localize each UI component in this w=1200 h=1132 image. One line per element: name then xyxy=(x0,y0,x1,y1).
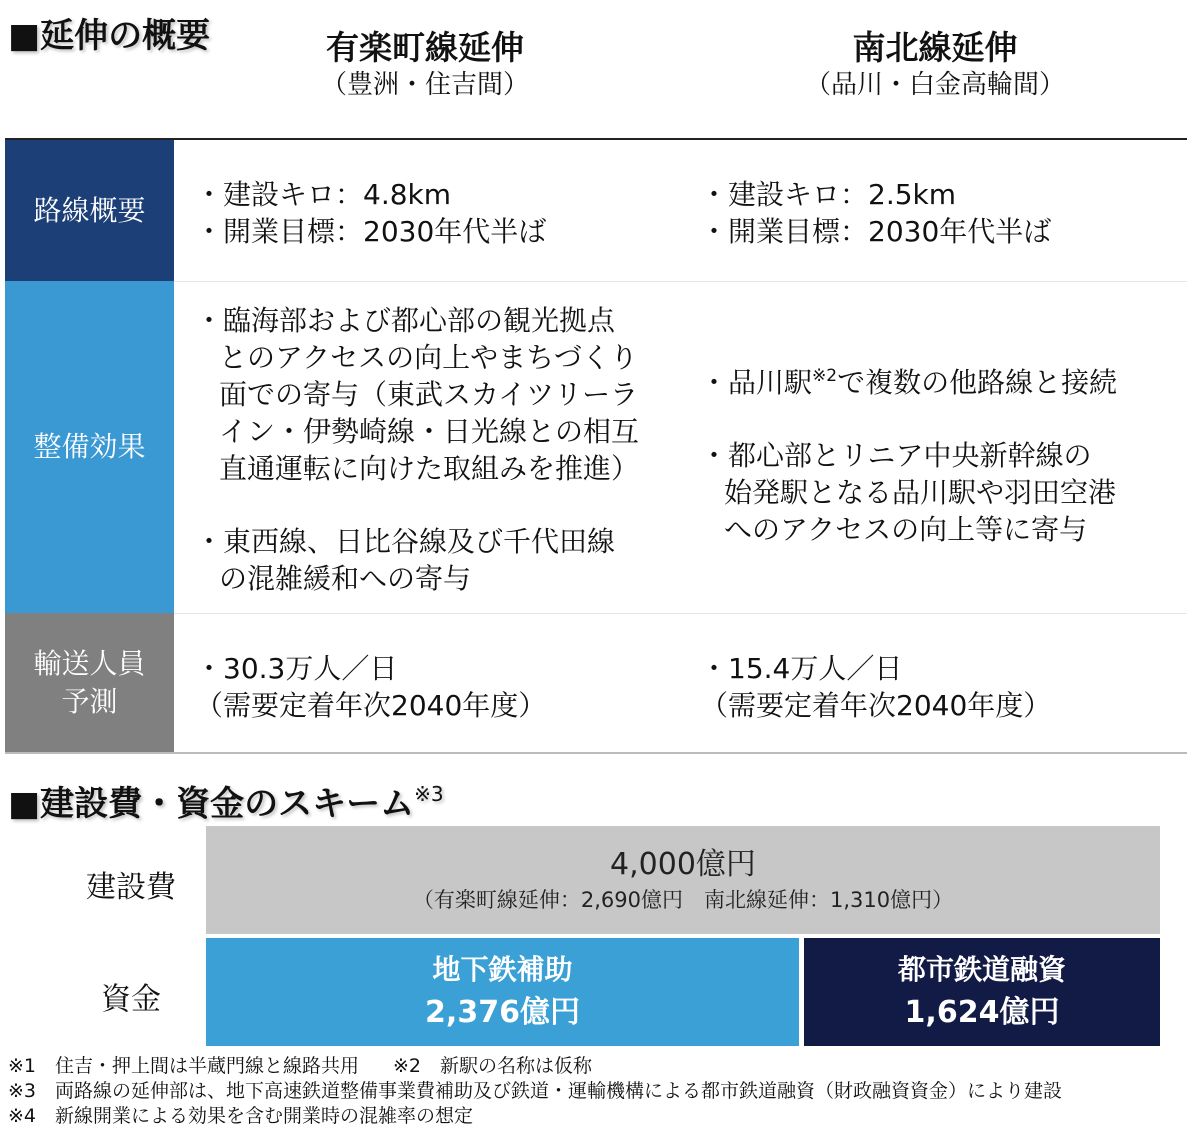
ridership-year-yurakucho: （需要定着年次2040年度） xyxy=(195,689,547,722)
effect-item-cont: 直通運転に向けた取組みを推進） xyxy=(219,452,640,485)
table-bottom-rule xyxy=(5,752,1187,754)
funding-label: 資金 xyxy=(101,982,161,1017)
effects-namboku xyxy=(700,358,1117,548)
row-divider xyxy=(174,613,1187,614)
effect-item: ・臨海部および都心部の観光拠点 xyxy=(195,304,616,337)
effect-item: ・東西線、日比谷線及び千代田線 xyxy=(195,525,616,558)
footnote-3: ※3 両路線の延伸部は、地下高速鉄道整備事業費補助及び鉄道・運輸機構による都市鉄道融資（財政融資資金）により建設 xyxy=(8,1080,1063,1102)
footnotes xyxy=(8,1054,1062,1129)
effect-item-cont: 始発駅となる品川駅や羽田空港 xyxy=(724,476,1117,509)
subway-subsidy-label: 地下鉄補助 xyxy=(432,953,573,986)
urban-railway-financing-label: 都市鉄道融資 xyxy=(897,953,1066,986)
row-label-route-overview: 路線概要 xyxy=(5,140,174,281)
ridership-yurakucho xyxy=(195,650,546,724)
subway-subsidy-value: 2,376億円 xyxy=(425,995,580,1030)
funding-section-title xyxy=(8,776,444,825)
effect-item-cont: へのアクセスの向上等に寄与 xyxy=(724,513,1088,546)
yurakucho-extension-header xyxy=(275,28,575,102)
footnote-2: ※2 新駅の名称は仮称 xyxy=(393,1055,593,1077)
footnote-mark: ※2 xyxy=(812,366,838,386)
funding-title-text: ■建設費・資金のスキーム xyxy=(8,784,415,824)
ridership-namboku xyxy=(700,650,1051,724)
effect-item-cont: イン・伊勢崎線・日光線との相互 xyxy=(219,415,640,448)
total-cost-value: 4,000億円 xyxy=(610,847,756,882)
yurakucho-extension-section: （豊洲・住吉間） xyxy=(320,70,529,100)
opening-target-namboku: ・開業目標：2030年代半ば xyxy=(700,215,1052,248)
ridership-value-namboku: ・15.4万人／日 xyxy=(700,652,903,685)
route-overview-namboku xyxy=(700,176,1051,250)
effect-item-shinagawa xyxy=(700,358,1117,401)
effects-yurakucho xyxy=(195,302,639,597)
footnote-mark: ※3 xyxy=(414,782,444,806)
ridership-year-namboku: （需要定着年次2040年度） xyxy=(700,689,1052,722)
footnote-line xyxy=(8,1054,1062,1079)
route-length-yurakucho: ・建設キロ：4.8km xyxy=(195,178,452,211)
ridership-label-line1: 輸送人員 xyxy=(33,646,146,680)
footnote-4: ※4 新線開業による効果を含む開業時の混雑率の想定 xyxy=(8,1105,474,1127)
subway-subsidy-box xyxy=(206,938,799,1046)
namboku-extension-section: （品川・白金高輪間） xyxy=(804,70,1065,100)
construction-cost-label: 建設費 xyxy=(86,870,176,905)
route-overview-yurakucho xyxy=(195,176,546,250)
effect-text: ・品川駅 xyxy=(700,366,813,399)
cost-breakdown: （有楽町線延伸：2,690億円 南北線延伸：1,310億円） xyxy=(412,888,954,912)
effect-item-cont: とのアクセスの向上やまちづくり xyxy=(219,341,638,374)
namboku-extension-header xyxy=(755,28,1115,102)
ridership-value-yurakucho: ・30.3万人／日 xyxy=(195,652,398,685)
footnote-1: ※1 住吉・押上間は半蔵門線と線路共用 xyxy=(8,1055,360,1077)
total-cost-box xyxy=(206,826,1160,934)
table-top-rule xyxy=(5,138,1187,140)
row-label-effects: 整備効果 xyxy=(5,281,174,613)
overview-section-title: ■延伸の概要 xyxy=(8,16,211,56)
effect-item-cont: の混雑緩和への寄与 xyxy=(219,562,472,595)
route-length-namboku: ・建設キロ：2.5km xyxy=(700,178,957,211)
urban-railway-financing-value: 1,624億円 xyxy=(904,995,1060,1030)
effect-text: で複数の他路線と接続 xyxy=(837,366,1118,399)
ridership-label-line2: 予測 xyxy=(61,684,118,718)
row-divider xyxy=(174,281,1187,282)
yurakucho-extension-name: 有楽町線延伸 xyxy=(326,28,524,67)
row-label-ridership xyxy=(5,613,174,752)
effect-item: ・都心部とリニア中央新幹線の xyxy=(700,439,1092,472)
namboku-extension-name: 南北線延伸 xyxy=(852,28,1018,67)
opening-target-yurakucho: ・開業目標：2030年代半ば xyxy=(195,215,547,248)
urban-railway-financing-box xyxy=(804,938,1160,1046)
effect-item-cont: 面での寄与（東武スカイツリーラ xyxy=(219,378,639,411)
